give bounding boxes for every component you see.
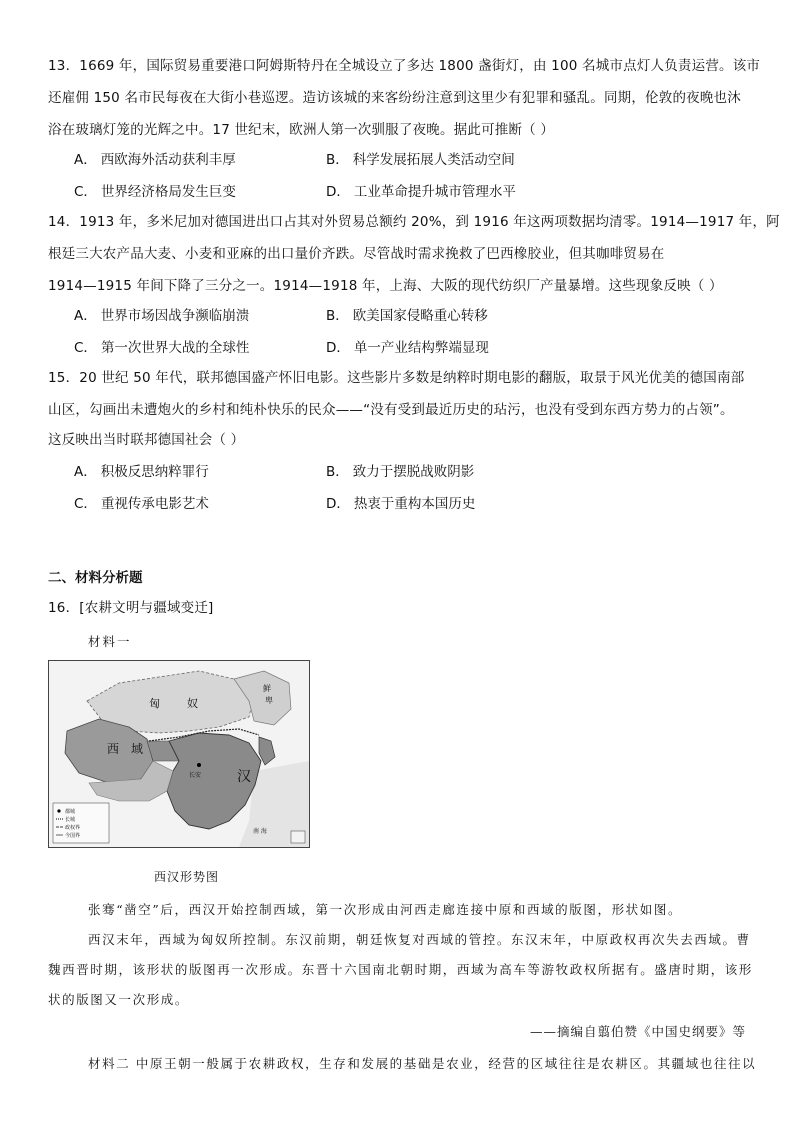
legend-regime-border: 政权界 <box>65 825 81 831</box>
material-1-para-1: 张骞“凿空”后，西汉开始控制西域，第一次形成由河西走廊连接中原和西域的版图，形状如图。 <box>88 902 683 917</box>
option-text: 世界市场因战争濒临崩溃 <box>100 308 250 324</box>
q15-option-b[interactable] <box>326 462 474 482</box>
option-text: 热衷于重构本国历史 <box>353 496 476 512</box>
material-1-citation: ——摘编自翦伯赞《中国史纲要》等 <box>529 1024 746 1039</box>
option-key: B． <box>326 464 349 480</box>
q15-line-2: 山区，勾画出未遭炮火的乡村和纯朴快乐的民众——“没有受到最近历史的玷污，也没有受到东西方势力的占领”。 <box>48 402 734 418</box>
label-nanhai: 南 海 <box>253 828 267 835</box>
option-text: 科学发展拓展人类活动空间 <box>352 152 515 168</box>
q13-line-3: 浴在玻璃灯笼的光辉之中。17 世纪末，欧洲人第一次驯服了夜晚。据此可推断（ ） <box>48 122 555 138</box>
option-key: D． <box>326 340 350 356</box>
legend-capital: 都城 <box>65 809 76 815</box>
label-yu: 域 <box>131 742 144 756</box>
material-1-label: 材料一 <box>88 634 132 649</box>
option-key: C． <box>74 184 97 200</box>
q14-option-a[interactable] <box>74 306 249 326</box>
q13-option-c[interactable] <box>74 182 236 202</box>
option-key: B． <box>326 152 349 168</box>
option-text: 欧美国家侵略重心转移 <box>352 308 488 324</box>
western-han-map <box>48 660 310 848</box>
changan-marker <box>197 763 201 767</box>
q13-line-1: 13．1669 年，国际贸易重要港口阿姆斯特丹在全城设立了多达 1800 盏街灯，由 100 名城市点灯人负责运营。该市 <box>48 58 761 74</box>
q14-option-d[interactable] <box>326 338 489 358</box>
label-xianbei-1: 鲜 <box>263 684 271 693</box>
q15-option-c[interactable] <box>74 494 209 514</box>
option-text: 单一产业结构弊端显现 <box>353 340 489 356</box>
option-text: 重视传承电影艺术 <box>100 496 209 512</box>
map-caption: 西汉形势图 <box>154 870 220 884</box>
q15-line-3: 这反映出当时联邦德国社会（ ） <box>48 432 245 448</box>
material-1-para-4: 状的版图又一次形成。 <box>48 992 190 1007</box>
q14-option-b[interactable] <box>326 306 488 326</box>
option-key: A． <box>74 308 97 324</box>
map-legend <box>53 803 109 843</box>
q14-option-c[interactable] <box>74 338 249 358</box>
option-key: C． <box>74 496 97 512</box>
q14-line-3: 1914—1915 年间下降了三分之一。1914—1918 年，上海、大阪的现代纺织厂产量暴增。这些现象反映（ ） <box>48 278 723 294</box>
option-key: D． <box>326 184 350 200</box>
label-xianbei-2: 卑 <box>265 696 273 705</box>
option-key: A． <box>74 152 97 168</box>
option-text: 世界经济格局发生巨变 <box>100 184 236 200</box>
q13-option-a[interactable] <box>74 150 236 170</box>
q15-option-a[interactable] <box>74 462 209 482</box>
section-title: 二、材料分析题 <box>48 570 143 586</box>
label-xiongnu-2: 奴 <box>187 697 198 710</box>
q13-line-2: 还雇佣 150 名市民每夜在大街小巷巡逻。造访该城的来客纷纷注意到这里少有犯罪和骚乱。同期，伦敦的夜晚也沐 <box>48 90 741 106</box>
option-text: 积极反思纳粹罪行 <box>100 464 209 480</box>
option-key: B． <box>326 308 349 324</box>
q15-line-1: 15．20 世纪 50 年代，联邦德国盛产怀旧电影。这些影片多数是纳粹时期电影的翻版，取景于风光优美的德国南部 <box>48 370 745 386</box>
q14-line-2: 根廷三大农产品大麦、小麦和亚麻的出口量价齐跌。尽管战时需求挽救了巴西橡胶业，但其咖啡贸易在 <box>48 246 665 262</box>
option-text: 第一次世界大战的全球性 <box>100 340 250 356</box>
material-2-text: 材料二 中原王朝一般属于农耕政权，生存和发展的基础是农业，经营的区域往往是农耕区。其疆域也往往以 <box>88 1056 757 1071</box>
legend-modern-border: 今国界 <box>65 833 81 839</box>
label-xi: 西 <box>107 742 120 756</box>
label-changan: 长安 <box>189 772 202 779</box>
option-text: 西欧海外活动获利丰厚 <box>100 152 236 168</box>
q14-line-1: 14．1913 年，多米尼加对德国进出口占其对外贸易总额约 20%，到 1916 年这两项数据均清零。1914—1917 年，阿 <box>48 214 780 230</box>
option-text: 工业革命提升城市管理水平 <box>353 184 516 200</box>
option-key: A． <box>74 464 97 480</box>
option-key: D． <box>326 496 350 512</box>
q15-option-d[interactable] <box>326 494 475 514</box>
label-xiongnu-1: 匈 <box>149 697 160 710</box>
material-1-para-2: 西汉末年，西域为匈奴所控制。东汉前期，朝廷恢复对西域的管控。东汉末年，中原政权再次失去西域。曹 <box>88 932 751 947</box>
label-han: 汉 <box>237 769 251 785</box>
map-graphic <box>49 661 309 847</box>
option-key: C． <box>74 340 97 356</box>
legend-great-wall: 长城 <box>65 817 76 823</box>
q13-option-d[interactable] <box>326 182 516 202</box>
south-sea-inset <box>291 831 305 843</box>
material-1-para-3: 魏西晋时期，该形状的版图再一次形成。东晋十六国南北朝时期，西域为高车等游牧政权所据有。盛唐时期，该形 <box>48 962 754 977</box>
option-text: 致力于摆脱战败阴影 <box>352 464 475 480</box>
q13-option-b[interactable] <box>326 150 515 170</box>
q16-heading: 16．[农耕文明与疆域变迁] <box>48 600 214 616</box>
